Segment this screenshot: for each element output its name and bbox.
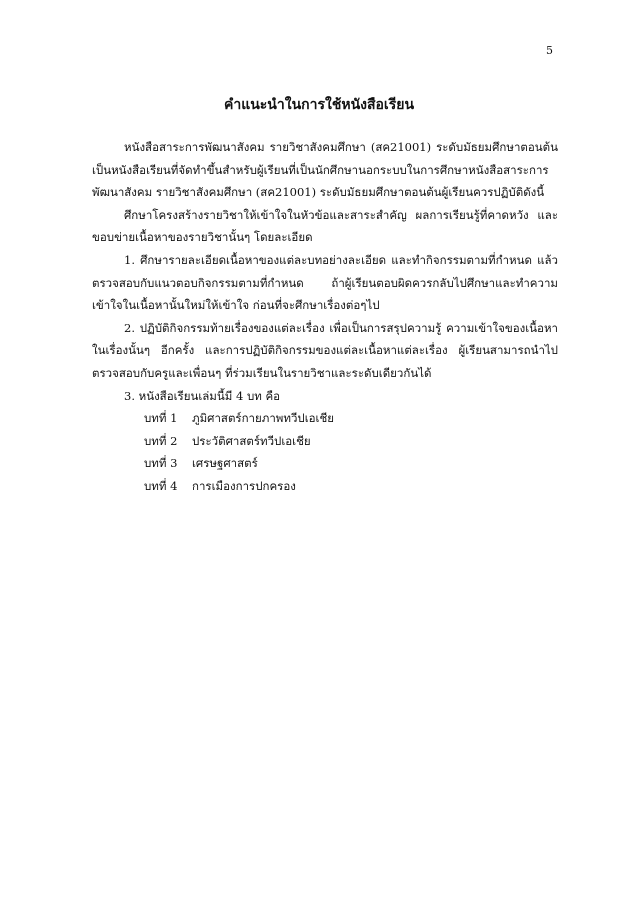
instruction-2-paragraph: 2. ปฏิบัติกิจกรรมท้ายเรื่องของแต่ละเรื่อง เพื่อเป็นการสรุปความรู้ ความเข้าใจของเนื้อหาในเรื่องนั้นๆ อีกครั้ง และการปฏิบัติกิจกรรมของแต่ละเนื้อหาแต่ละเรื่อง ผู้เรียนสามารถนำไปตรวจสอบกับครูและเพื่อนๆ ที่ร่วมเรียนในรายวิชาและระดับเดียวกันได้	[92, 320, 558, 380]
chapter-name: เศรษฐศาสตร์	[192, 456, 258, 471]
chapter-list	[92, 407, 558, 497]
instruction-1-paragraph: 1. ศึกษารายละเอียดเนื้อหาของแต่ละบทอย่างละเอียด และทำกิจกรรมตามที่กำหนด แล้วตรวจสอบกับแนวตอบกิจกรรมตามที่กำหนด ถ้าผู้เรียนตอบผิดควรกลับไปศึกษาและทำความเข้าใจในเนื้อหานั้นใหม่ให้เข้าใจ ก่อนที่จะศึกษาเรื่องต่อๆไป	[92, 252, 558, 313]
chapter-item	[92, 430, 558, 453]
chapter-label: บทที่ 1	[144, 411, 178, 426]
chapter-item	[92, 452, 558, 475]
page-number: 5	[546, 44, 553, 57]
chapter-name: การเมืองการปกครอง	[192, 478, 296, 493]
chapter-label: บทที่ 3	[144, 456, 178, 471]
intro-paragraph: หนังสือสาระการพัฒนาสังคม รายวิชาสังคมศึกษา (สค21001) ระดับมัธยมศึกษาตอนต้น เป็นหนังสือเรียนที่จัดทำขึ้นสำหรับผู้เรียนที่เป็นนักศึกษานอกระบบในการศึกษาหนังสือสาระการพัฒนาสังคม รายวิชาสังคมศึกษา (สค21001) ระดับมัธยมศึกษาตอนต้นผู้เรียนควรปฏิบัติดังนี้	[92, 140, 558, 200]
instruction-3-paragraph: 3. หนังสือเรียนเล่มนี้มี 4 บท คือ	[124, 388, 281, 403]
chapter-name: ภูมิศาสตร์กายภาพทวีปเอเชีย	[192, 411, 335, 426]
chapter-label: บทที่ 2	[144, 433, 178, 448]
chapter-label: บทที่ 4	[144, 478, 178, 493]
study-structure-paragraph: ศึกษาโครงสร้างรายวิชาให้เข้าใจในหัวข้อและสาระสำคัญ ผลการเรียนรู้ที่คาดหวัง และขอบข่ายเนื้อหาของรายวิชานั้นๆ โดยละเอียด	[92, 207, 558, 245]
chapter-name: ประวัติศาสตร์ทวีปเอเชีย	[192, 433, 311, 448]
chapter-item	[92, 475, 558, 498]
page-title: คำแนะนำในการใช้หนังสือเรียน	[223, 97, 415, 113]
document-body	[92, 136, 558, 498]
chapter-item	[92, 407, 558, 430]
